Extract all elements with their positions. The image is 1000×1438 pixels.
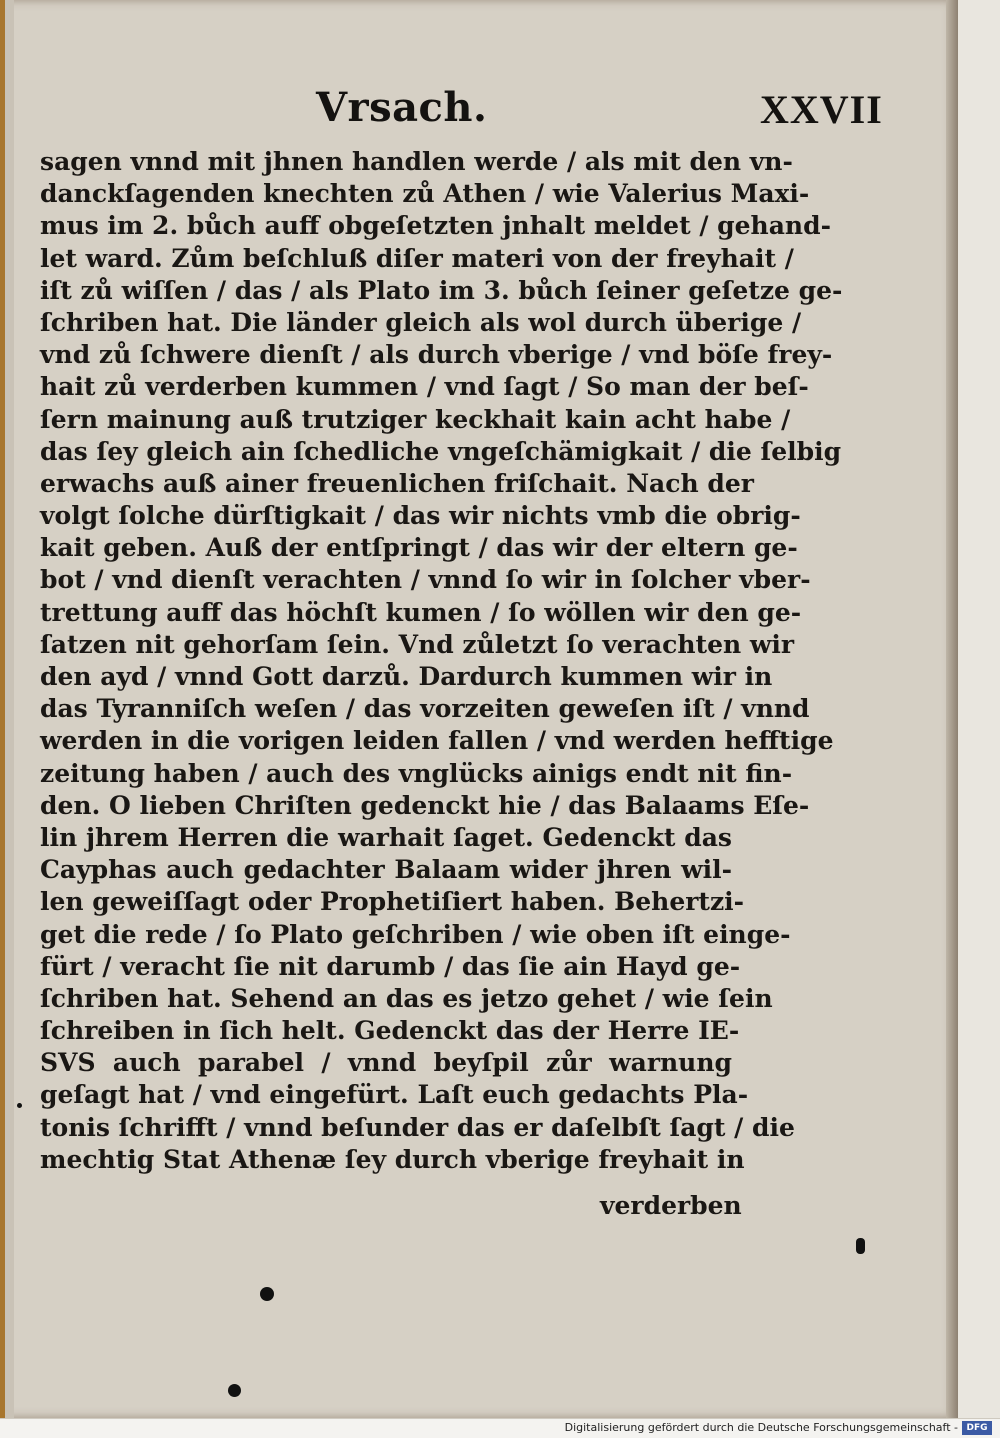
text-line: mus im 2. bůch auff obgeſetzten jnhalt meldet / gehand‑ <box>40 211 831 241</box>
text-line: den ayd / vnnd Gott darzů. Dardurch kummen wir in <box>40 662 773 691</box>
ink-spot <box>228 1384 241 1397</box>
page-edge-shadow <box>946 0 958 1418</box>
text-line: fürt / veracht ſie nit darumb / das ſie ain Hayd ge‑ <box>40 951 741 981</box>
body-text <box>40 146 843 1176</box>
text-line: das Tyranniſch weſen / das vorzeiten geweſen iſt / vnnd <box>40 694 810 724</box>
text-line: hait zů verderben kummen / vnd ſagt / So man der beſ‑ <box>40 372 809 402</box>
text-line: mechtig Stat Athenæ ſey durch vberige freyhait in <box>40 1144 745 1174</box>
ink-spot <box>17 1103 22 1108</box>
text-line: sagen vnnd mit jhnen handlen werde / als mit den vn‑ <box>40 147 793 176</box>
text-line: vnd zů ſchwere dienſt / als durch vberige / vnd böſe frey‑ <box>40 340 833 370</box>
binding-edge <box>0 0 14 1418</box>
ink-spot <box>856 1238 865 1254</box>
text-line: ſern mainung auß trutziger keckhait kain acht habe / <box>40 404 791 434</box>
dfg-logo-icon[interactable]: DFG <box>962 1421 992 1435</box>
text-line: danckſagenden knechten zů Athen / wie Valerius Maxi‑ <box>40 179 810 209</box>
text-line: volgt ſolche dürſtigkait / das wir nichts vmb die obrig‑ <box>40 501 801 531</box>
text-line: erwachs auß ainer freuenlichen friſchait. Nach der <box>40 468 754 498</box>
text-line: get die rede / ſo Plato geſchriben / wie oben iſt einge‑ <box>40 919 791 949</box>
text-line: zeitung haben / auch des vnglücks ainigs endt nit fin‑ <box>40 758 793 788</box>
text-line: tonis ſchrifft / vnnd beſunder das er daſelbſt ſagt / die <box>40 1112 795 1142</box>
page-header <box>0 80 958 140</box>
text-line: len geweiſſagt oder Prophetiſiert haben. Behertzi‑ <box>40 887 745 917</box>
text-line: werden in die vorigen leiden fallen / vnd werden hefftige <box>40 726 834 756</box>
text-line: ſchriben hat. Die länder gleich als wol durch überige / <box>40 307 802 337</box>
text-line: ſchriben hat. Sehend an das es jetzo gehet / wie ſein <box>40 983 773 1013</box>
text-line: let ward. Zům beſchluß diſer materi von der freyhait / <box>40 243 794 273</box>
text-line: kait geben. Auß der entſpringt / das wir der eltern ge‑ <box>40 533 798 563</box>
ink-spot <box>260 1287 274 1301</box>
funding-credit: Digitalisierung gefördert durch die Deutsche Forschungsgemeinschaft - <box>564 1421 958 1434</box>
footer-bar <box>0 1418 1000 1438</box>
text-line: iſt zů wiſſen / das / als Plato im 3. bůch ſeiner geſetze ge‑ <box>40 275 843 305</box>
text-line: SVS auch parabel / vnnd beyſpil zůr warnung <box>40 1048 732 1078</box>
text-line: das ſey gleich ain ſchedliche vngeſchämigkait / die ſelbig <box>40 436 842 466</box>
text-line: trettung auff das höchſt kumen / ſo wöllen wir den ge‑ <box>40 597 802 627</box>
text-line: den. O lieben Chriſten gedenckt hie / das Balaams Eſe‑ <box>40 790 810 820</box>
text-line: ſatzen nit gehorſam ſein. Vnd zůletzt ſo verachten wir <box>40 629 795 659</box>
text-line: Cayphas auch gedachter Balaam wider jhren wil‑ <box>40 855 732 885</box>
text-line: lin jhrem Herren die warhait ſaget. Gedenckt das <box>40 822 732 852</box>
text-line: ſchreiben in ſich helt. Gedenckt das der Herre IE‑ <box>40 1016 740 1046</box>
text-line: geſagt hat / vnd eingefürt. Laſt euch gedachts Pla‑ <box>40 1080 749 1110</box>
catchword: verderben <box>600 1191 742 1220</box>
text-line: bot / vnd dienſt verachten / vnnd ſo wir in ſolcher vber‑ <box>40 565 811 595</box>
folio-number: XXVII <box>760 87 883 132</box>
running-head: Vrsach. <box>316 84 488 131</box>
